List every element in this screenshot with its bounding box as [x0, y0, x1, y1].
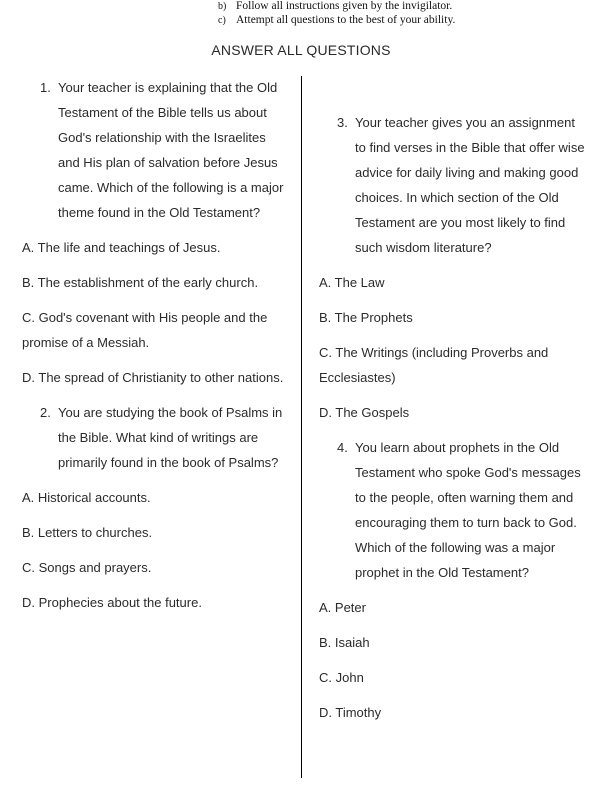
question-text: You are studying the book of Psalms in the Bible. What kind of writings are primarily found in the book of Psalms? — [58, 405, 283, 470]
question-1 — [22, 75, 290, 225]
answer-option[interactable]: D. The spread of Christianity to other nations. — [22, 370, 284, 385]
right-column — [319, 110, 589, 725]
answer-option[interactable]: B. Letters to churches. — [22, 525, 153, 540]
question-3 — [319, 110, 589, 260]
answer-option[interactable]: A. The life and teachings of Jesus. — [22, 240, 221, 255]
answer-option[interactable]: B. The establishment of the early church. — [22, 275, 259, 290]
question-4 — [319, 435, 589, 585]
answer-option[interactable]: C. God's covenant with His people and the promise of a Messiah. — [22, 310, 268, 350]
instruction-marker: c) — [218, 15, 226, 26]
question-2 — [22, 400, 290, 475]
question-number: 1. — [40, 80, 51, 95]
answer-option[interactable]: D. The Gospels — [319, 405, 410, 420]
instruction-c — [218, 14, 455, 26]
question-text: You learn about prophets in the Old Testament who spoke God's messages to the people, often warning them and encouraging them to turn back to God. Which of the following was a major prophet in the Old Testament? — [355, 440, 581, 580]
question-text: Your teacher is explaining that the Old Testament of the Bible tells us about God's relationship with the Israelites and His plan of salvation before Jesus came. Which of the following is a major theme found in the Old Testament? — [58, 80, 284, 220]
answer-option[interactable]: D. Prophecies about the future. — [22, 595, 202, 610]
section-heading: ANSWER ALL QUESTIONS — [211, 42, 391, 58]
answer-option[interactable]: A. The Law — [319, 275, 385, 290]
answer-option[interactable]: C. Songs and prayers. — [22, 560, 152, 575]
answer-option[interactable]: D. Timothy — [319, 705, 382, 720]
instruction-text: Attempt all questions to the best of your ability. — [236, 14, 456, 26]
answer-option[interactable]: B. The Prophets — [319, 310, 413, 325]
answer-option[interactable]: C. The Writings (including Proverbs and Ecclesiastes) — [319, 345, 549, 385]
left-column — [22, 75, 290, 615]
question-number: 2. — [40, 405, 51, 420]
question-text: Your teacher gives you an assignment to find verses in the Bible that offer wise advice for daily living and making good choices. In which section of the Old Testament are you most likely to find such wisdom literature? — [355, 115, 585, 255]
instruction-marker: b) — [218, 1, 227, 12]
answer-option[interactable]: C. John — [319, 670, 364, 685]
answer-option[interactable]: B. Isaiah — [319, 635, 370, 650]
question-number: 4. — [337, 440, 348, 455]
column-divider — [301, 76, 302, 778]
answer-option[interactable]: A. Peter — [319, 600, 366, 615]
instruction-text: Follow all instructions given by the invigilator. — [236, 0, 453, 12]
question-number: 3. — [337, 115, 348, 130]
answer-option[interactable]: A. Historical accounts. — [22, 490, 151, 505]
instruction-b — [218, 0, 452, 12]
